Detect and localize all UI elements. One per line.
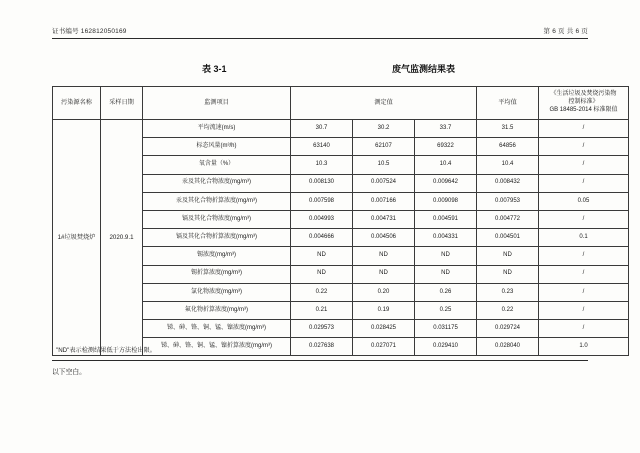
cell-value-2: 30.2 bbox=[353, 120, 415, 138]
page-number: 第 6 页 共 6 页 bbox=[543, 28, 588, 35]
cell-value-3: 0.029410 bbox=[415, 338, 477, 356]
cell-item: 氧含量（%） bbox=[143, 156, 291, 174]
certificate-number: 证书编号 162812050169 bbox=[52, 28, 127, 35]
cell-average: 0.004501 bbox=[477, 229, 539, 247]
table-body bbox=[53, 120, 629, 356]
cell-item: 锡浓度(mg/m³) bbox=[143, 247, 291, 265]
cell-value-2: 10.5 bbox=[353, 156, 415, 174]
cell-average: 10.4 bbox=[477, 156, 539, 174]
cell-item: 平均流速(m/s) bbox=[143, 120, 291, 138]
cell-value-1: 63140 bbox=[291, 138, 353, 156]
cell-item: 锑、砷、铬、铜、锰、镍折算浓度(mg/m³) bbox=[143, 338, 291, 356]
cell-limit: / bbox=[539, 210, 629, 228]
cell-value-1: 0.22 bbox=[291, 283, 353, 301]
cell-limit: 1.0 bbox=[539, 338, 629, 356]
cell-value-3: 0.25 bbox=[415, 301, 477, 319]
cell-value-1: 0.21 bbox=[291, 301, 353, 319]
cell-value-1: 0.004993 bbox=[291, 210, 353, 228]
cell-average: ND bbox=[477, 247, 539, 265]
cell-item: 镉及其化合物浓度(mg/m³) bbox=[143, 210, 291, 228]
emission-results-table bbox=[52, 86, 629, 356]
cell-average: 0.008432 bbox=[477, 174, 539, 192]
column-header-date: 采样日期 bbox=[101, 87, 143, 120]
cell-value-3: 33.7 bbox=[415, 120, 477, 138]
cell-value-2: 62107 bbox=[353, 138, 415, 156]
cell-average: 0.004772 bbox=[477, 210, 539, 228]
column-header-limit bbox=[539, 87, 629, 120]
cell-item: 锡折算浓度(mg/m³) bbox=[143, 265, 291, 283]
cell-average: 0.22 bbox=[477, 301, 539, 319]
cell-average: 64856 bbox=[477, 138, 539, 156]
cell-limit: / bbox=[539, 247, 629, 265]
cell-item: 锑、砷、铬、铜、锰、镍浓度(mg/m³) bbox=[143, 320, 291, 338]
cell-average: 0.029724 bbox=[477, 320, 539, 338]
cell-value-3: ND bbox=[415, 247, 477, 265]
cell-value-1: 0.007598 bbox=[291, 192, 353, 210]
table-title-row bbox=[52, 62, 588, 76]
cell-item: 汞及其化合物浓度(mg/m³) bbox=[143, 174, 291, 192]
cell-value-1: 0.027638 bbox=[291, 338, 353, 356]
table-row bbox=[53, 120, 629, 138]
table-number: 表 3-1 bbox=[202, 64, 227, 74]
blank-note: 以下空白。 bbox=[52, 369, 86, 376]
cell-average: ND bbox=[477, 265, 539, 283]
cell-value-1: 0.008130 bbox=[291, 174, 353, 192]
cell-item: 氯化物浓度(mg/m³) bbox=[143, 283, 291, 301]
cell-item: 标态风量(m³/h) bbox=[143, 138, 291, 156]
cell-value-2: 0.027071 bbox=[353, 338, 415, 356]
cell-value-2: 0.004731 bbox=[353, 210, 415, 228]
cell-item: 镉及其化合物折算浓度(mg/m³) bbox=[143, 229, 291, 247]
column-header-item: 监测项目 bbox=[143, 87, 291, 120]
cell-limit: / bbox=[539, 156, 629, 174]
cell-average: 0.028040 bbox=[477, 338, 539, 356]
cell-value-3: 0.009642 bbox=[415, 174, 477, 192]
cell-sample-date: 2020.9.1 bbox=[101, 120, 143, 356]
cell-average: 31.5 bbox=[477, 120, 539, 138]
cell-value-1: ND bbox=[291, 247, 353, 265]
cell-value-1: 0.029573 bbox=[291, 320, 353, 338]
header-divider bbox=[52, 38, 588, 39]
cell-value-3: 0.009098 bbox=[415, 192, 477, 210]
cell-value-2: 0.20 bbox=[353, 283, 415, 301]
cell-value-3: 0.031175 bbox=[415, 320, 477, 338]
page-header bbox=[52, 26, 588, 35]
cell-value-1: ND bbox=[291, 265, 353, 283]
cell-source-name: 1#垃圾焚烧炉 bbox=[53, 120, 101, 356]
cell-limit: 0.1 bbox=[539, 229, 629, 247]
cell-value-2: ND bbox=[353, 247, 415, 265]
column-header-average: 平均值 bbox=[477, 87, 539, 120]
table-name: 废气监测结果表 bbox=[392, 64, 456, 74]
cell-value-2: 0.007524 bbox=[353, 174, 415, 192]
nd-note: "ND"表示检测结果低于方法检出限。 bbox=[56, 347, 156, 354]
cell-value-1: 30.7 bbox=[291, 120, 353, 138]
cell-value-2: ND bbox=[353, 265, 415, 283]
cell-value-3: 0.004331 bbox=[415, 229, 477, 247]
cell-value-1: 10.3 bbox=[291, 156, 353, 174]
cell-value-2: 0.007166 bbox=[353, 192, 415, 210]
limit-header-line-3: GB 18485-2014 标准限值 bbox=[549, 106, 618, 113]
cell-limit: 0.05 bbox=[539, 192, 629, 210]
cell-value-2: 0.028425 bbox=[353, 320, 415, 338]
cell-value-3: 0.004591 bbox=[415, 210, 477, 228]
cell-value-3: 10.4 bbox=[415, 156, 477, 174]
cell-limit: / bbox=[539, 174, 629, 192]
column-header-source: 污染源名称 bbox=[53, 87, 101, 120]
cell-item: 汞及其化合物折算浓度(mg/m³) bbox=[143, 192, 291, 210]
table-header bbox=[53, 87, 629, 120]
cell-limit: / bbox=[539, 120, 629, 138]
table-header-row bbox=[53, 87, 629, 120]
footer-divider bbox=[52, 360, 588, 361]
cell-limit: / bbox=[539, 320, 629, 338]
cell-limit: / bbox=[539, 138, 629, 156]
cell-item: 氟化物折算浓度(mg/m³) bbox=[143, 301, 291, 319]
cell-value-2: 0.19 bbox=[353, 301, 415, 319]
cell-limit: / bbox=[539, 265, 629, 283]
limit-header-line-1: 《生活垃圾及焚烧污染物 bbox=[550, 91, 617, 98]
cell-value-2: 0.004506 bbox=[353, 229, 415, 247]
cell-average: 0.007953 bbox=[477, 192, 539, 210]
cell-value-1: 0.004666 bbox=[291, 229, 353, 247]
cell-value-3: 0.26 bbox=[415, 283, 477, 301]
cell-value-3: ND bbox=[415, 265, 477, 283]
limit-header-line-2: 控制标准》 bbox=[568, 99, 599, 106]
cell-average: 0.23 bbox=[477, 283, 539, 301]
cell-limit: / bbox=[539, 301, 629, 319]
cell-value-3: 69322 bbox=[415, 138, 477, 156]
column-header-measured: 测定值 bbox=[291, 87, 477, 120]
cell-limit: / bbox=[539, 283, 629, 301]
